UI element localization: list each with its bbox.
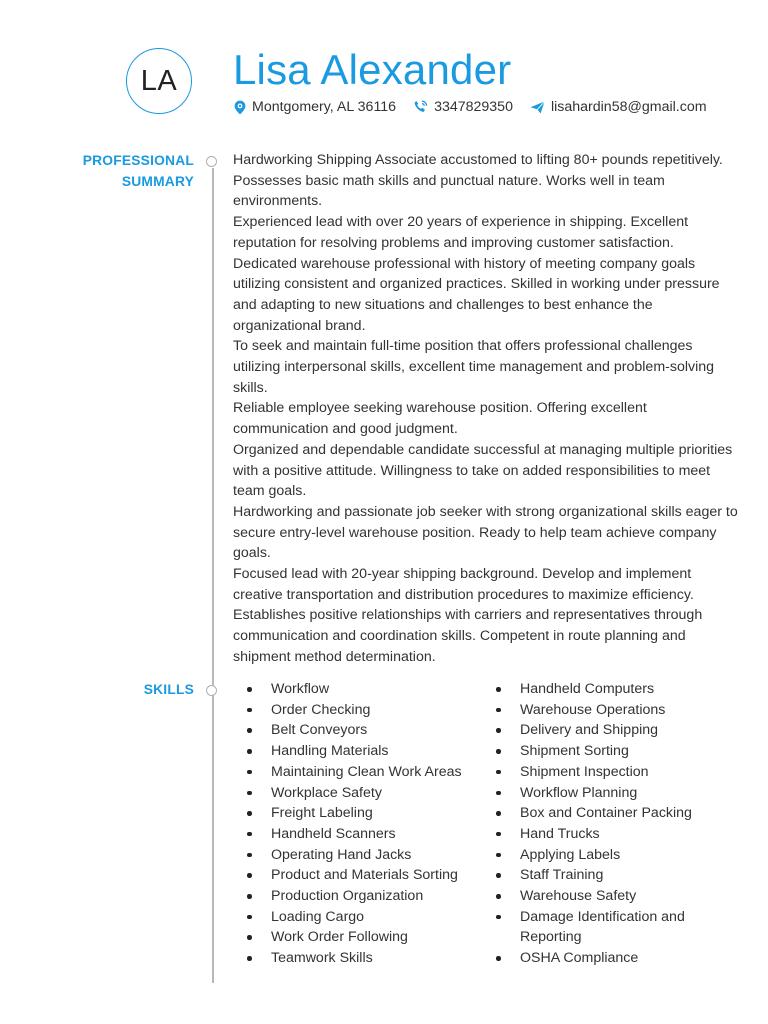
skill-item: Teamwork Skills (271, 948, 491, 969)
timeline-node-summary (206, 156, 217, 167)
summary-paragraph: Organized and dependable candidate successful at managing multiple priorities with a positive attitude. Willingness to take on added responsibilities to meet team goals. (233, 441, 733, 500)
skill-item: Workflow (271, 679, 491, 700)
bullet-icon (496, 873, 501, 878)
skill-item: Order Checking (271, 700, 491, 721)
skill-item: Shipment Inspection (520, 762, 730, 783)
bullet-icon (247, 811, 252, 816)
bullet-icon (247, 708, 252, 713)
bullet-icon (496, 811, 501, 816)
location-text: Montgomery, AL 36116 (252, 99, 397, 115)
skill-item: Hand Trucks (520, 824, 730, 845)
summary-paragraph: Hardworking Shipping Associate accustomed to lifting 80+ pounds repetitively. Possesses basic math skills and punctual nature. Works well in team environments. (233, 152, 723, 210)
initials-text: LA (140, 64, 178, 97)
summary-paragraph: Dedicated warehouse professional with history of meeting company goals utilizing consistent and organized practices. Skilled in working under pressure and adapting to new situations and challenges to best enhance the organizational brand. (233, 255, 720, 334)
contact-phone (413, 99, 513, 115)
phone-text: 3347829350 (434, 99, 513, 115)
bullet-icon (247, 791, 252, 796)
bullet-icon (496, 708, 501, 713)
skill-item: OSHA Compliance (520, 948, 730, 969)
summary-paragraph: Reliable employee seeking warehouse position. Offering excellent communication and good judgment. (233, 400, 647, 438)
contact-info (234, 99, 707, 115)
bullet-icon (496, 728, 501, 733)
skill-item: Shipment Sorting (520, 741, 730, 762)
skill-item: Box and Container Packing (520, 803, 730, 824)
timeline-node-skills (206, 685, 217, 696)
bullet-icon (496, 853, 501, 858)
skill-item: Handling Materials (271, 741, 491, 762)
skill-item: Maintaining Clean Work Areas (271, 762, 491, 783)
paper-plane-icon (530, 101, 545, 114)
skill-item: Operating Hand Jacks (271, 845, 491, 866)
skill-item: Workplace Safety (271, 783, 491, 804)
summary-paragraph: Hardworking and passionate job seeker with strong organizational skills eager to secure entry-level warehouse position. Ready to help team achieve company goals. (233, 503, 738, 562)
bullet-icon (247, 915, 252, 920)
phone-icon (413, 100, 428, 114)
skill-item: Damage Identification and Reporting (520, 907, 730, 948)
bullet-icon (496, 832, 501, 837)
skill-item: Production Organization (271, 886, 491, 907)
professional-summary (233, 150, 738, 668)
bullet-icon (496, 956, 501, 961)
bullet-icon (496, 791, 501, 796)
skill-item: Workflow Planning (520, 783, 730, 804)
contact-email (530, 99, 707, 115)
bullet-icon (496, 915, 501, 920)
bullet-icon (496, 894, 501, 899)
location-pin-icon (234, 100, 246, 115)
skill-item: Handheld Scanners (271, 824, 491, 845)
skill-item: Applying Labels (520, 845, 730, 866)
skill-item: Warehouse Operations (520, 700, 730, 721)
bullet-icon (247, 728, 252, 733)
bullet-icon (247, 935, 252, 940)
skill-item: Freight Labeling (271, 803, 491, 824)
skill-item: Delivery and Shipping (520, 720, 730, 741)
summary-paragraph: Focused lead with 20-year shipping background. Develop and implement creative transportation and distribution procedures to maximize efficiency. Establishes positive relationships with carriers and representatives through communication and coordination skills. Competent in route planning and shipment method determination. (233, 566, 703, 665)
bullet-icon (247, 956, 252, 961)
bullet-icon (247, 749, 252, 754)
section-title-professional-summary: PROFESSIONAL SUMMARY (82, 153, 194, 189)
candidate-name: Lisa Alexander (233, 46, 512, 93)
skill-item: Product and Materials Sorting (271, 865, 491, 886)
section-title-skills: SKILLS (143, 682, 194, 697)
bullet-icon (496, 687, 501, 692)
initials-monogram (126, 48, 192, 114)
timeline-line (212, 168, 214, 983)
skill-item: Belt Conveyors (271, 720, 491, 741)
summary-paragraph: Experienced lead with over 20 years of experience in shipping. Excellent reputation for resolving problems and improving customer satisfaction. (233, 214, 689, 251)
bullet-icon (247, 873, 252, 878)
skill-item: Work Order Following (271, 927, 491, 948)
bullet-icon (496, 770, 501, 775)
skills-list-left (271, 679, 491, 969)
skills-list-right (520, 679, 730, 969)
bullet-icon (496, 749, 501, 754)
bullet-icon (247, 687, 252, 692)
summary-paragraph: To seek and maintain full-time position that offers professional challenges utilizing interpersonal skills, excellent time management and problem-solving skills. (233, 338, 715, 396)
contact-location (234, 99, 396, 115)
email-text: lisahardin58@gmail.com (550, 99, 707, 115)
skill-item: Warehouse Safety (520, 886, 730, 907)
skill-item: Loading Cargo (271, 907, 491, 928)
bullet-icon (247, 853, 252, 858)
bullet-icon (247, 770, 252, 775)
bullet-icon (247, 832, 252, 837)
bullet-icon (247, 894, 252, 899)
skill-item: Staff Training (520, 865, 730, 886)
skill-item: Handheld Computers (520, 679, 730, 700)
